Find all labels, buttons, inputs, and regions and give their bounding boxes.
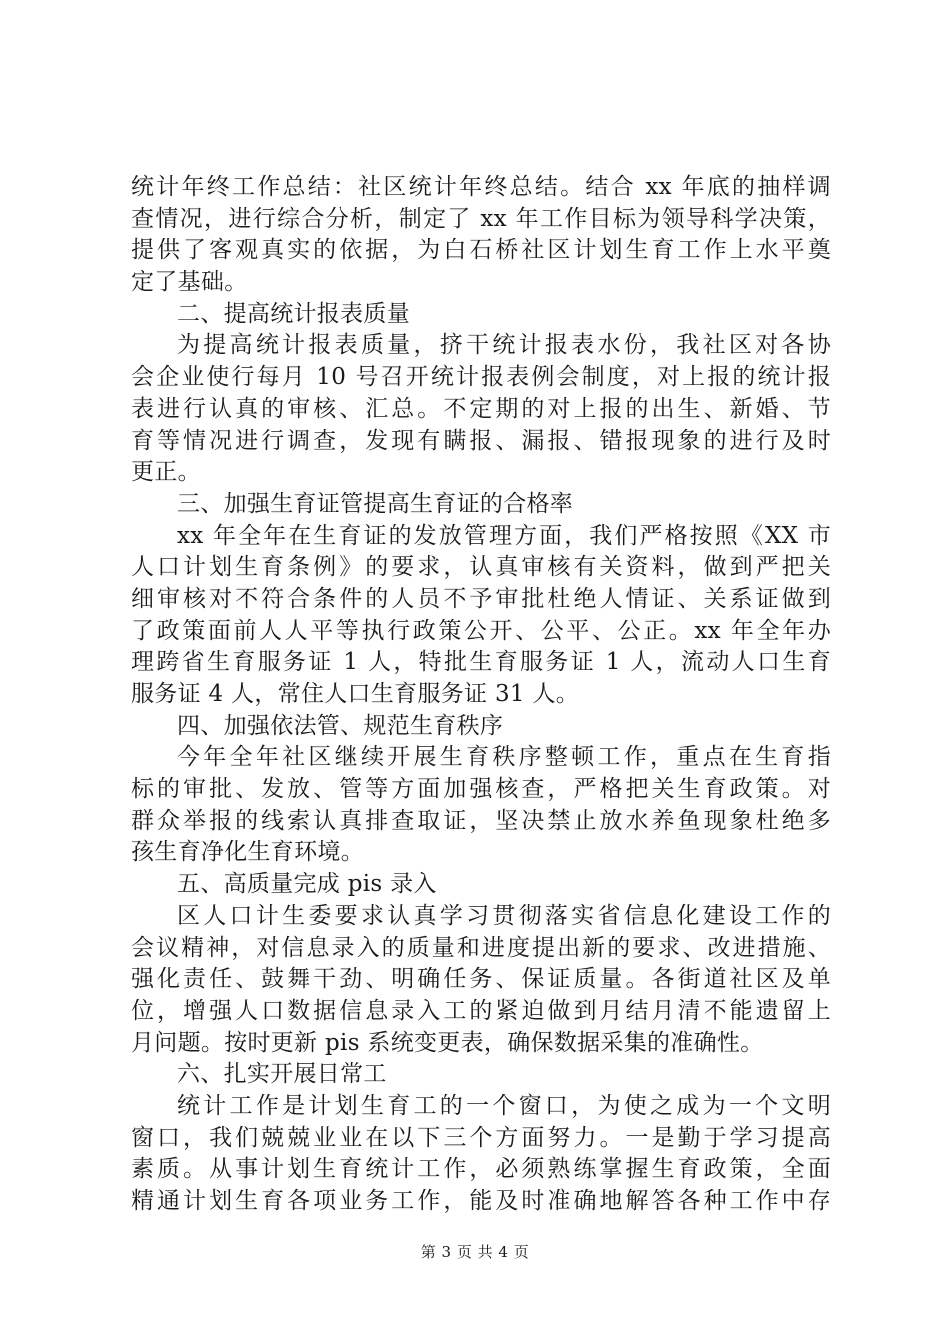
paragraph-line: 服务证 4 人，常住人口生育服务证 31 人。 bbox=[131, 681, 580, 707]
paragraph-line-indented: 为提高统计报表质量，挤干统计报表水份，我社区对各协 bbox=[177, 332, 831, 359]
paragraph-line-indented: 今年全年社区继续开展生育秩序整顿工作，重点在生育指 bbox=[177, 744, 831, 771]
paragraph-line-indented: 三、加强生育证管提高生育证的合格率 bbox=[177, 490, 574, 517]
paragraph-line-indented: 四、加强依法管、规范生育秩序 bbox=[177, 712, 504, 739]
paragraph-line: 群众举报的线索认真排查取证，坚决禁止放水养鱼现象杜绝多 bbox=[131, 807, 831, 834]
paragraph-line: 人口计划生育条例》的要求，认真审核有关资料，做到严把关 bbox=[131, 554, 831, 581]
paragraph-line-indented: 统计工作是计划生育工的一个窗口，为使之成为一个文明 bbox=[177, 1092, 831, 1119]
paragraph-line: 强化责任、鼓舞干劲、明确任务、保证质量。各街道社区及单 bbox=[131, 966, 831, 993]
paragraph-line: 月问题。按时更新 pis 系统变更表，确保数据采集的准确性。 bbox=[131, 1029, 764, 1056]
paragraph-line: 表进行认真的审核、汇总。不定期的对上报的出生、新婚、节 bbox=[131, 395, 831, 422]
paragraph-line: 细审核对不符合条件的人员不予审批杜绝人情证、关系证做到 bbox=[131, 585, 831, 612]
paragraph-line: 育等情况进行调查，发现有瞒报、漏报、错报现象的进行及时 bbox=[131, 427, 831, 454]
paragraph-line: 理跨省生育服务证 1 人，特批生育服务证 1 人，流动人口生育 bbox=[131, 649, 831, 676]
paragraph-line: 标的审批、发放、管等方面加强核查，严格把关生育政策。对 bbox=[131, 776, 831, 803]
paragraph-line: 位，增强人口数据信息录入工的紧迫做到月结月清不能遗留上 bbox=[131, 997, 831, 1024]
page-number-footer: 第 3 页 共 4 页 bbox=[420, 1243, 530, 1261]
paragraph-line-indented: 六、扎实开展日常工 bbox=[177, 1061, 387, 1088]
paragraph-line: 定了基础。 bbox=[131, 269, 248, 296]
paragraph-line-indented: 五、高质量完成 pis 录入 bbox=[177, 871, 437, 898]
paragraph-line: 会议精神，对信息录入的质量和进度提出新的要求、改进措施、 bbox=[131, 934, 831, 961]
paragraph-line: 精通计划生育各项业务工作，能及时准确地解答各种工作中存 bbox=[131, 1188, 831, 1214]
paragraph-line: 了政策面前人人平等执行政策公开、公平、公正。xx 年全年办 bbox=[131, 617, 831, 644]
paragraph-line: 查情况，进行综合分析，制定了 xx 年工作目标为领导科学决策， bbox=[131, 205, 831, 232]
paragraph-line-indented: 区人口计生委要求认真学习贯彻落实省信息化建设工作的 bbox=[177, 902, 831, 929]
paragraph-line: 统计年终工作总结：社区统计年终总结。结合 xx 年底的抽样调 bbox=[131, 174, 831, 200]
paragraph-line-indented: 二、提高统计报表质量 bbox=[177, 300, 410, 327]
paragraph-line: 孩生育净化生育环境。 bbox=[131, 839, 364, 866]
paragraph-line: 更正。 bbox=[131, 459, 201, 486]
paragraph-line-indented: xx 年全年在生育证的发放管理方面，我们严格按照《XX 市 bbox=[177, 522, 831, 549]
paragraph-line: 素质。从事计划生育统计工作，必须熟练掌握生育政策，全面 bbox=[131, 1156, 831, 1183]
paragraph-line: 会企业使行每月 10 号召开统计报表例会制度，对上报的统计报 bbox=[131, 364, 831, 391]
paragraph-line: 窗口，我们兢兢业业在以下三个方面努力。一是勤于学习提高 bbox=[131, 1124, 831, 1151]
body-text bbox=[131, 172, 831, 1218]
paragraph-line: 提供了客观真实的依据，为白石桥社区计划生育工作上水平奠 bbox=[131, 237, 831, 264]
